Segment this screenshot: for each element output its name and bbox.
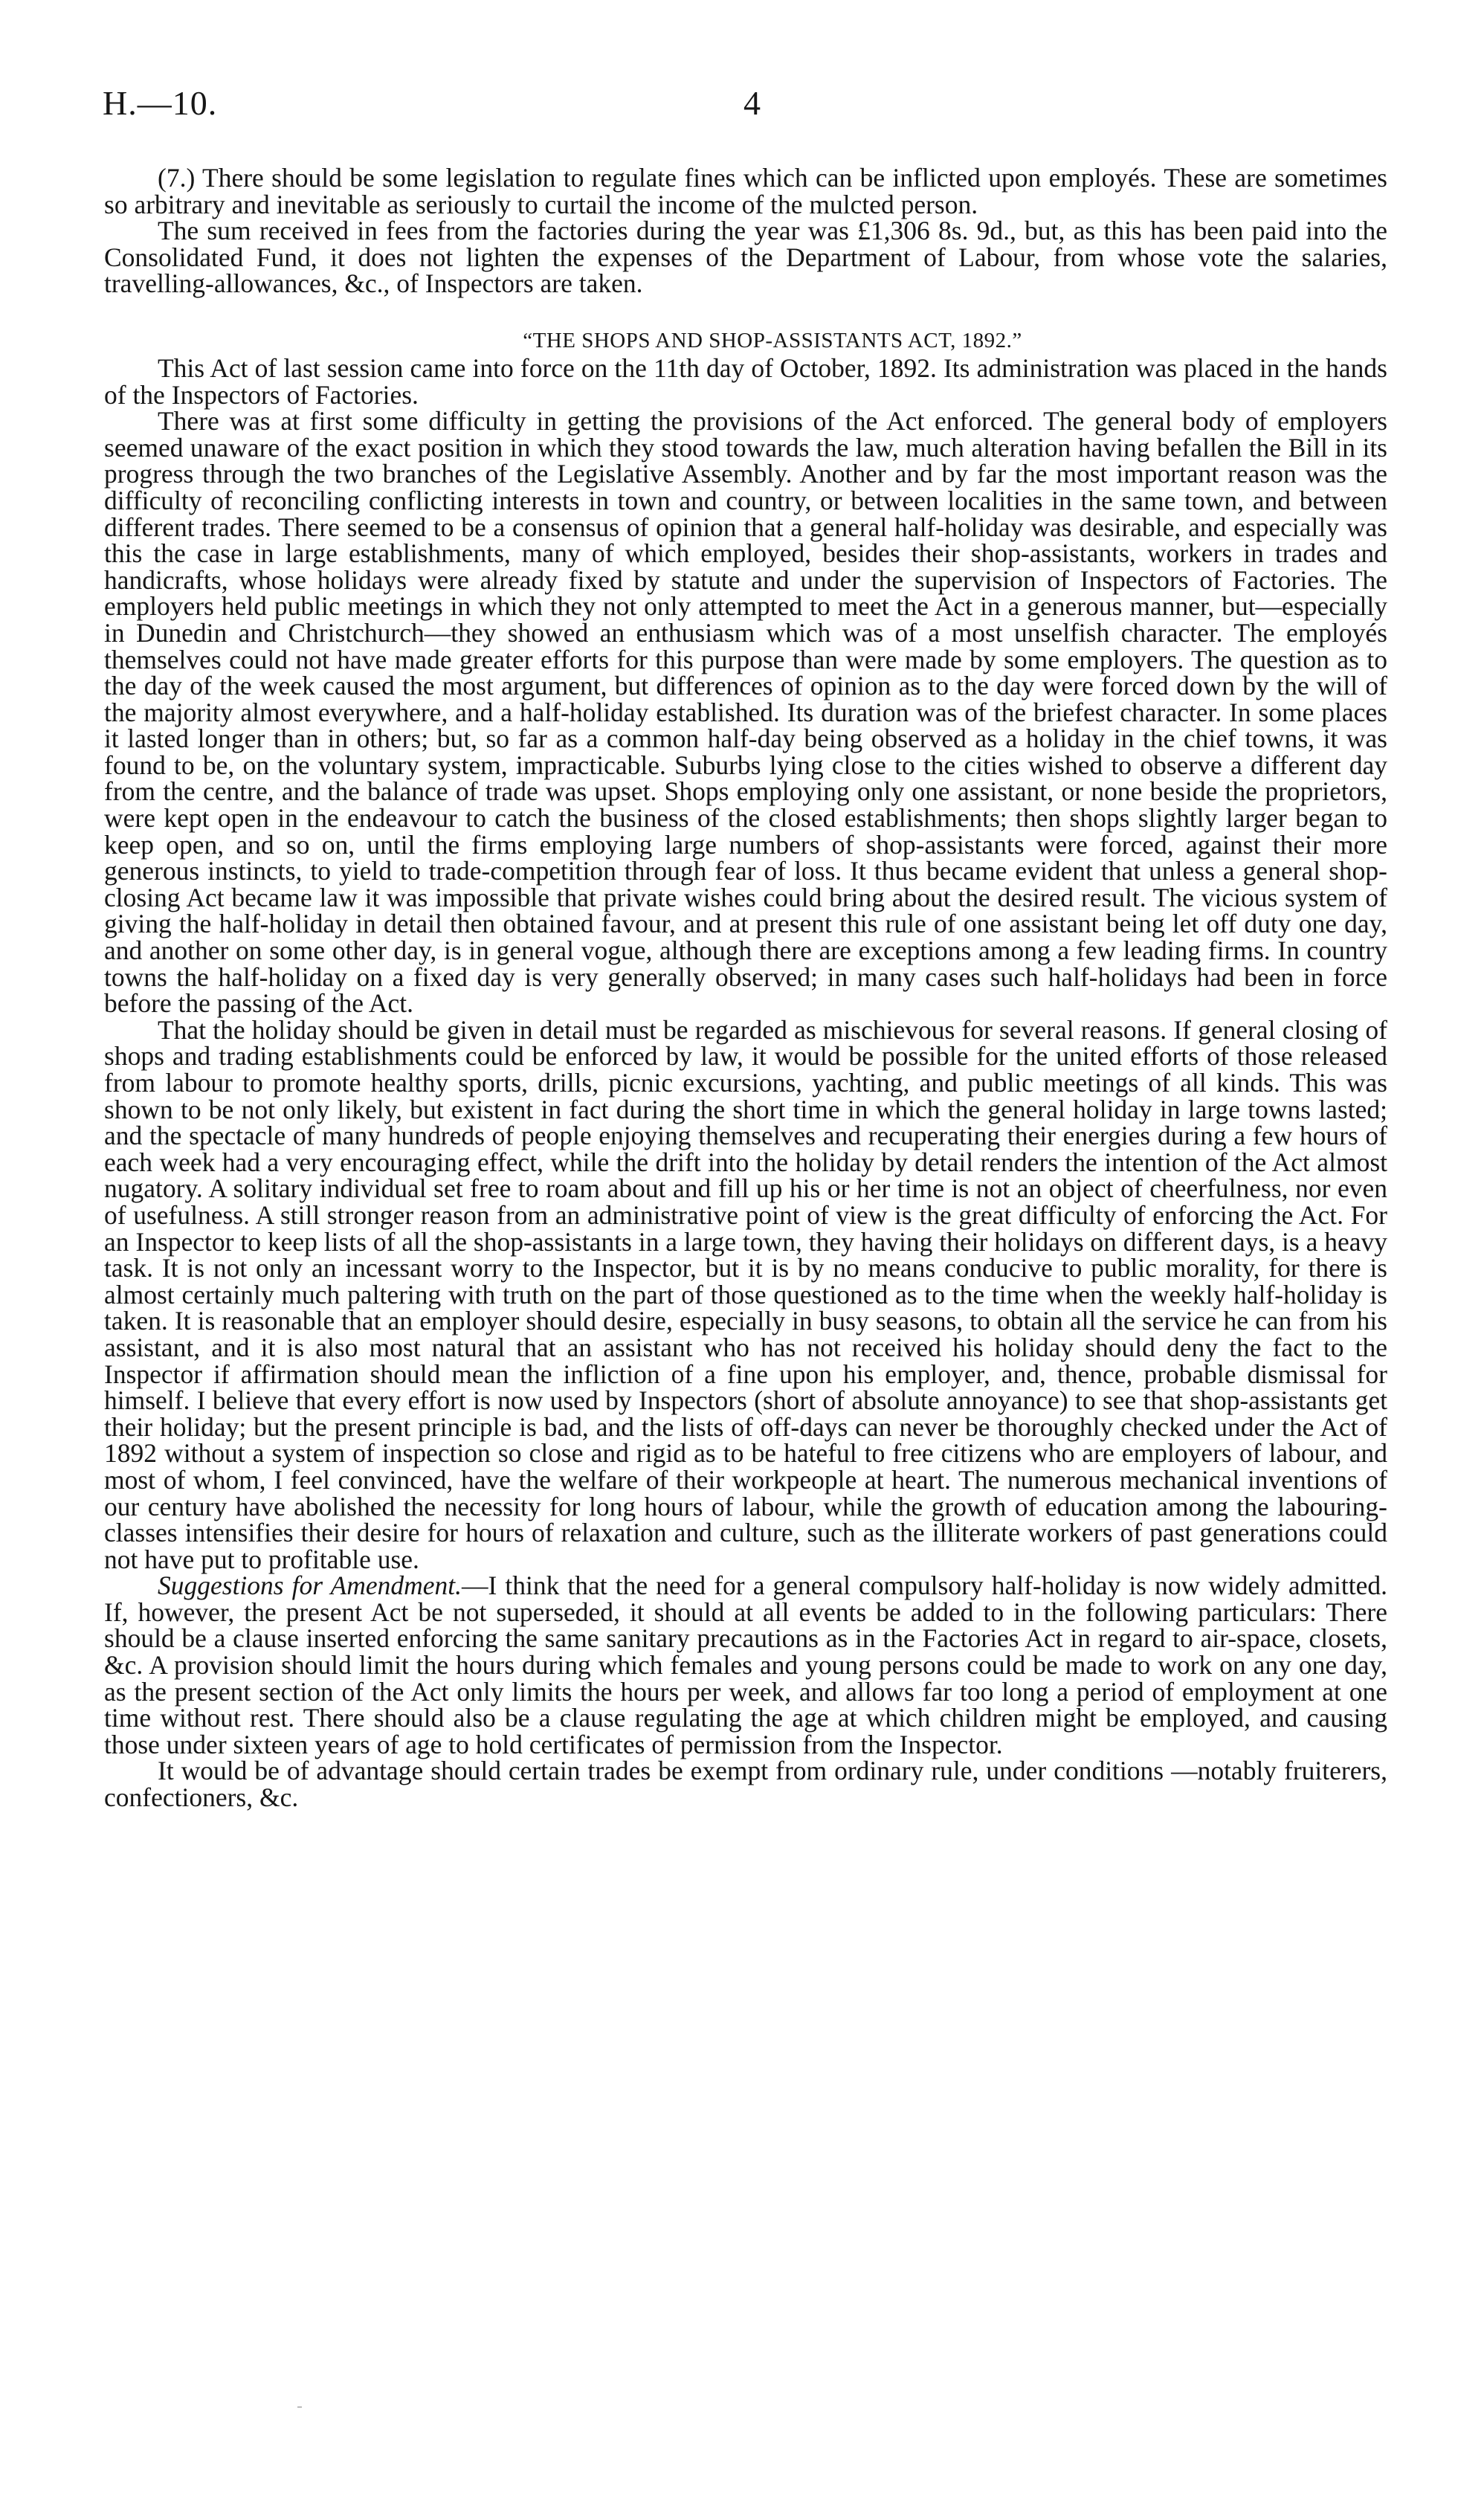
page-number: 4 bbox=[743, 84, 761, 122]
paragraph-enforcement-difficulty: There was at first some difficulty in getting the provisions of the Act enforced. The general body of employers seemed unaware of the exact position in which they stood towards the law, much alteration having befallen the Bill in its progress through the two branches of the Legislative Assembly. Another and by far the most important reason was the difficulty of reconciling conflicting interests in town and country, or between localities in the same town, and between different trades. There seemed to be a consensus of opinion that a general half-holiday was desirable, and especially was this the case in large establishments, many of which employed, besides their shop-assistants, workers in trades and handicrafts, whose holidays were already fixed by statute and under the supervision of Inspectors of Factories. The employers held public meetings in which they not only attempted to meet the Act in a generous manner, but—especially in Dunedin and Christchurch—they showed an enthusiasm which was of a most unselfish character. The employés themselves could not have made greater efforts for this purpose than were made by some employers. The question as to the day of the week caused the most argument, but differences of opinion as to the day were forced down by the will of the majority almost everywhere, and a half-holiday established. Its duration was of the briefest character. In some places it lasted longer than in others; but, so far as a common half-day being observed as a holiday in the chief towns, it was found to be, on the voluntary system, impracticable. Suburbs lying close to the cities wished to observe a different day from the centre, and the balance of trade was upset. Shops employing only one assistant, or none beside the proprietors, were kept open in the endeavour to catch the business of the closed establishments; then shops slightly larger began to keep open, and so on, until the firms employing large numbers of shop-assistants were forced, against their more generous instincts, to yield to trade-competition through fear of loss. It thus became evident that unless a general shop-closing Act became law it was impossible that private wishes could bring about the desired result. The vicious system of giving the half-holiday in detail then obtained favour, and at present this rule of one assistant being let off duty one day, and another on some other day, is in general vogue, although there are exceptions among a few leading firms. In country towns the half-holiday on a fixed day is very generally observed; in many cases such half-holidays had been in force before the passing of the Act. bbox=[104, 406, 1387, 1019]
paper-speck bbox=[297, 2406, 302, 2408]
paragraph-suggestions bbox=[104, 1573, 1387, 1758]
paragraph-fines: (7.) There should be some legislation to regulate fines which can be inflicted upon employés. These are sometimes so arbitrary and inevitable as seriously to curtail the income of the mulcted person. bbox=[104, 163, 1387, 219]
paragraph-act-commencement: This Act of last session came into force on the 11th day of October, 1892. Its administration was placed in the hands of the Inspectors of Factories. bbox=[104, 352, 1387, 410]
suggestions-text: —I think that the need for a general compulsory half-holiday is now widely admitted. If, however, the present Act be not superseded, it should at all events be added to in the following particulars: There should be a clause inserted enforcing the same sanitary precautions as in the Factories Act in regard to air-space, closets, &c. A provision should limit the hours during which females and young persons could be made to work on any one day, as the present section of the Act only limits the hours per week, and allows far too long a period of employment at one time without rest. There should also be a clause regulating the age at which children might be employed, and causing those under sixteen years of age to hold certificates of permission from the Inspector. bbox=[104, 1571, 1387, 1759]
parliamentary-paper-reference: H.—10. bbox=[103, 84, 218, 122]
document-body bbox=[104, 165, 1387, 1811]
paragraph-holiday-detail: That the holiday should be given in detail must be regarded as mischievous for several reasons. If general closing of shops and trading establishments could be enforced by law, it would be possible for the united efforts of those released from labour to promote healthy sports, drills, picnic excursions, yachting, and public meetings of all kinds. This was shown to be not only likely, but existent in fact during the short time in which the general holiday in large towns lasted; and the spectacle of many hundreds of people enjoying themselves and recuperating their energies during a few hours of each week had a very encouraging effect, while the drift into the holiday by detail renders the intention of the Act almost nugatory. A solitary individual set free to roam about and fill up his or her time is not an object of cheerfulness, nor even of usefulness. A still stronger reason from an administrative point of view is the great difficulty of enforcing the Act. For an Inspector to keep lists of all the shop-assistants in a large town, they having their holidays on different days, is a heavy task. It is not only an incessant worry to the Inspector, but it is by no means conducive to public morality, for there is almost certainly much paltering with truth on the part of those questioned as to the time when the weekly half-holiday is taken. It is reasonable that an employer should desire, especially in busy seasons, to obtain all the service he can from his assistant, and it is also most natural that an assistant who has not received his holiday should deny the fact to the Inspector if affirmation should mean the infliction of a fine upon his employer, and, thence, probable dismissal for himself. I believe that every effort is now used by Inspectors (short of absolute annoyance) to see that shop-assistants get their holiday; but the present principle is bad, and the lists of off-days can never be thoroughly checked under the Act of 1892 without a system of inspection so close and rigid as to be hateful to free citizens who are employers of labour, and most of whom, I feel convinced, have the welfare of their workpeople at heart. The numerous mechanical inventions of our century have abolished the necessity for long hours of labour, while the growth of education among the labouring-classes intensifies their desire for hours of relaxation and culture, such as the illiterate workers of past generations could not have put to profitable use. bbox=[104, 1014, 1387, 1574]
page-header bbox=[103, 83, 1381, 128]
suggestions-lead-in: Suggestions for Amendment. bbox=[158, 1571, 462, 1601]
section-heading: “THE SHOPS AND SHOP-ASSISTANTS ACT, 1892.” bbox=[523, 328, 1022, 352]
paragraph-exempt-trades: It would be of advantage should certain trades be exempt from ordinary rule, under conditions —notably fruiterers, confectioners, &c. bbox=[104, 1756, 1387, 1813]
paragraph-fees: The sum received in fees from the factories during the year was £1,306 8s. 9d., but, as this has been paid into the Consolidated Fund, it does not lighten the expenses of the Department of Labour, from whose vote the salaries, travelling-allowances, &c., of Inspectors are taken. bbox=[104, 216, 1387, 299]
